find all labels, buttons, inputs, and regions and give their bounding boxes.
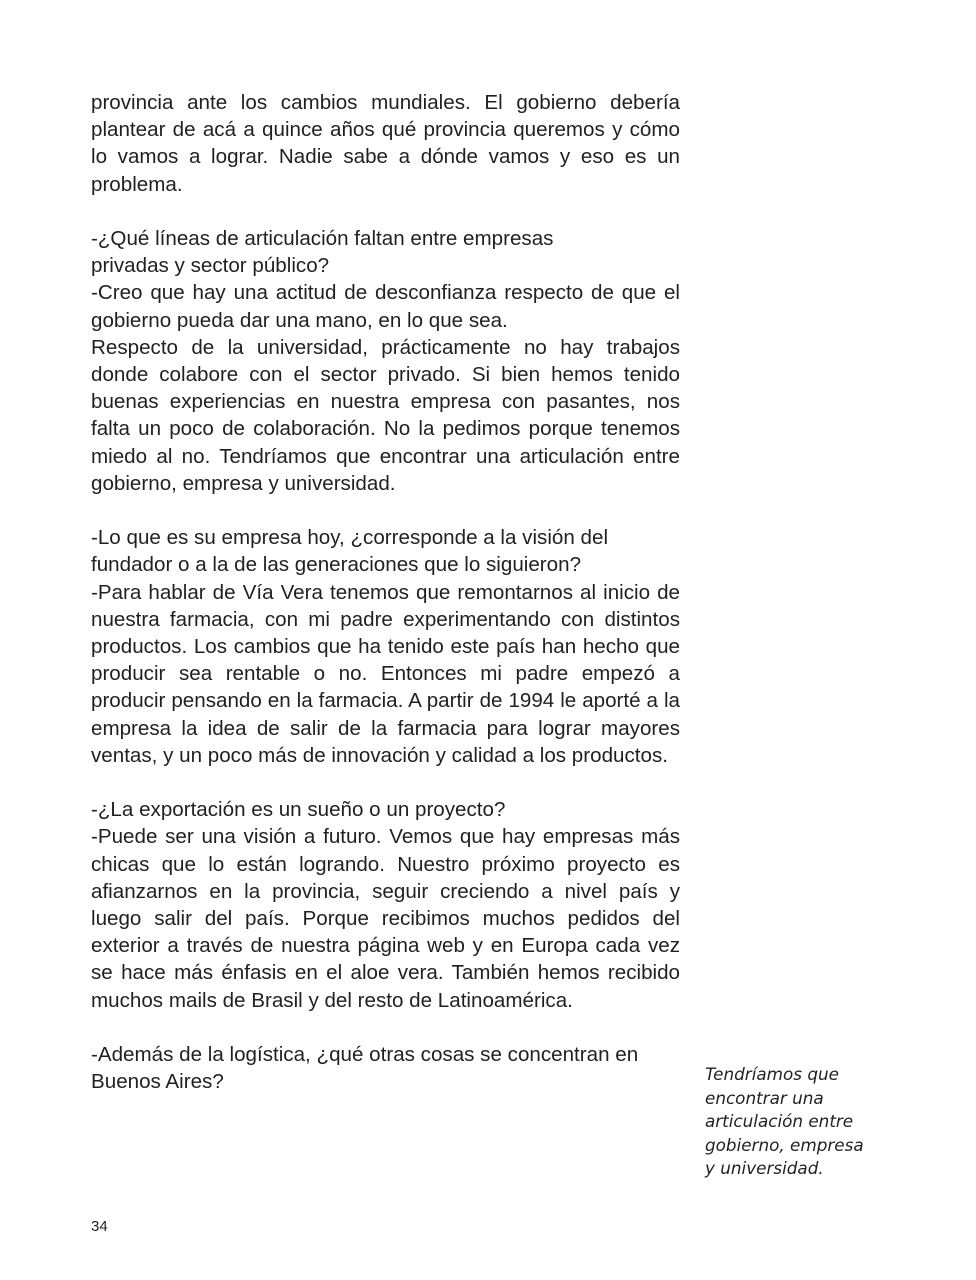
question-1: -¿Qué líneas de articulación faltan entre empresas privadas y sector público? xyxy=(91,227,554,278)
paragraph-gap xyxy=(91,1014,680,1041)
main-text-column xyxy=(91,89,680,1095)
paragraph-gap xyxy=(91,497,680,524)
question-4: -Además de la logística, ¿qué otras cosas se concentran en Buenos Aires? xyxy=(91,1043,639,1094)
question-2: -Lo que es su empresa hoy, ¿corresponde a la visión del fundador o a la de las generaciones que lo siguieron? xyxy=(91,526,609,577)
answer-3: -Puede ser una visión a futuro. Vemos que hay empresas más chicas que lo están logrando. Nuestro próximo proyecto es afianzarnos en la provincia, seguir creciendo a nivel país y luego salir del país. Porque recibimos muchos pedidos del exterior a través de nuestra página web y en Europa cada vez se hace más énfasis en el aloe vera. También hemos recibido muchos mails de Brasil y del resto de Latinoamérica. xyxy=(91,825,680,1012)
intro-paragraph: provincia ante los cambios mundiales. El gobierno debería plantear de acá a quince años qué provincia queremos y cómo lo vamos a lograr. Nadie sabe a dónde vamos y eso es un problema. xyxy=(91,91,680,196)
answer-1-part-1: -Creo que hay una actitud de desconfianza respecto de que el gobierno pueda dar una mano, en lo que sea. xyxy=(91,281,680,332)
paragraph-gap xyxy=(91,198,680,225)
question-3: -¿La exportación es un sueño o un proyecto? xyxy=(91,798,506,822)
answer-1-part-2: Respecto de la universidad, prácticamente no hay trabajos donde colabore con el sector privado. Si bien hemos tenido buenas experiencias en nuestra empresa con pasantes, nos falta un poco de colaboración. No la pedimos porque tenemos miedo al no. Tendríamos que encontrar una articulación entre gobierno, empresa y universidad. xyxy=(91,335,680,495)
answer-2: -Para hablar de Vía Vera tenemos que remontarnos al inicio de nuestra farmacia, con mi padre experimentando con distintos productos. Los cambios que ha tenido este país han hecho que producir sea rentable o no. Entonces mi padre empezó a producir pensando en la farmacia. A partir de 1994 le aporté a la empresa la idea de salir de la farmacia para lograr mayores ventas, y un poco más de innovación y calidad a los productos. xyxy=(91,580,680,767)
page-number: 34 xyxy=(91,1218,108,1235)
pull-quote: Tendríamos que encontrar una articulación entre gobierno, empresa y universidad. xyxy=(705,1064,864,1179)
paragraph-gap xyxy=(91,769,680,796)
